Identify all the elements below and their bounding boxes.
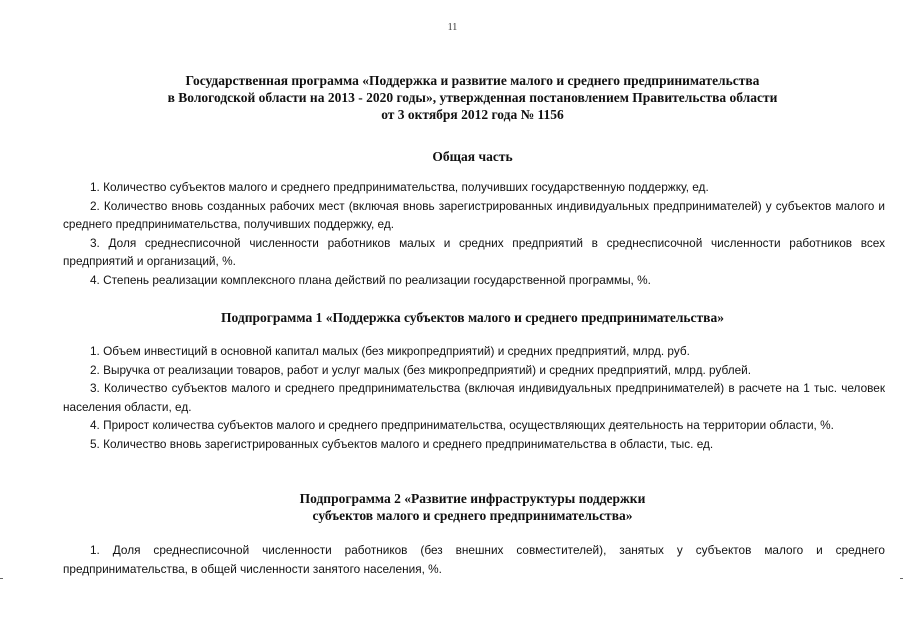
list-item: 1. Количество субъектов малого и среднего предпринимательства, получивших государственную поддержку, ед. — [90, 180, 709, 194]
list-item: 2. Количество вновь созданных рабочих мест (включая вновь зарегистрированных индивидуальных предпринимателей) у субъектов малого и среднего предпринимательства, получивших поддержку, ед. — [63, 198, 885, 231]
page-number: 11 — [447, 22, 458, 33]
list-item: 4. Степень реализации комплексного плана действий по реализации государственной программы, %. — [90, 272, 651, 287]
scan-edge-mark — [900, 578, 903, 579]
list-item: 4. Прирост количества субъектов малого и среднего предпринимательства, осуществляющих деятельность на территории области, %. — [90, 418, 834, 432]
heading-line: субъектов малого и среднего предпринимательства» — [312, 508, 633, 523]
subprogram-1-heading: Подпрограмма 1 «Поддержка субъектов малого и среднего предпринимательства» — [221, 310, 724, 325]
general-part-list — [63, 178, 885, 289]
list-item: 3. Количество субъектов малого и среднего предпринимательства (включая индивидуальных предпринимателей) в расчете на 1 тыс. человек населения области, ед. — [63, 381, 885, 414]
list-item: 1. Доля среднесписочной численности работников (без внешних совместителей), занятых у субъектов малого и среднего предпринимательства, в общей численности занятого населения, %. — [63, 543, 885, 576]
list-item: 5. Количество вновь зарегистрированных субъектов малого и среднего предпринимательства в области, тыс. ед. — [90, 436, 714, 451]
list-item: 3. Доля среднесписочной численности работников малых и средних предприятий в среднесписочной численности работников всех предприятий и организаций, %. — [63, 235, 885, 268]
scan-edge-mark — [0, 578, 3, 579]
document-title — [40, 72, 905, 123]
heading-line: Подпрограмма 2 «Развитие инфраструктуры поддержки — [299, 491, 646, 506]
subprogram-1-list — [63, 342, 885, 453]
title-line: от 3 октября 2012 года № 1156 — [381, 107, 564, 122]
general-part-heading: Общая часть — [432, 149, 513, 164]
title-line: Государственная программа «Поддержка и развитие малого и среднего предпринимательства — [185, 73, 760, 88]
list-item: 2. Выручка от реализации товаров, работ и услуг малых (без микропредприятий) и средних предприятий, млрд. рублей. — [90, 362, 752, 377]
title-line: в Вологодской области на 2013 - 2020 годы», утвержденная постановлением Правительства области — [167, 90, 778, 105]
subprogram-2-list — [63, 541, 885, 578]
subprogram-2-heading — [40, 490, 905, 524]
list-item: 1. Объем инвестиций в основной капитал малых (без микропредприятий) и средних предприятий, млрд. руб. — [90, 344, 690, 358]
